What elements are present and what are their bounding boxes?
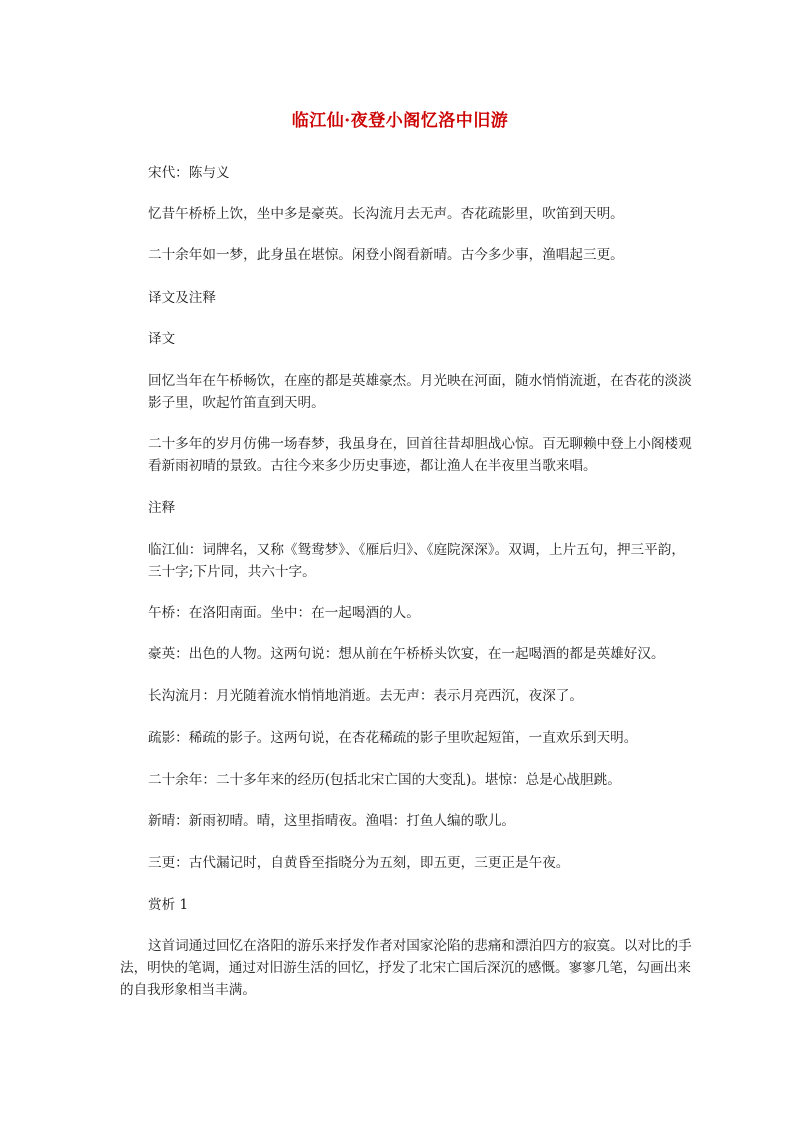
note-item: 豪英：出色的人物。这两句说：想从前在午桥桥头饮宴，在一起喝酒的都是英雄好汉。 bbox=[148, 646, 665, 662]
note-item: 长沟流月：月光随着流水悄悄地消逝。去无声：表示月亮西沉，夜深了。 bbox=[148, 688, 583, 704]
note-item: 新晴：新雨初晴。晴，这里指晴夜。渔唱：打鱼人编的歌儿。 bbox=[148, 813, 516, 829]
poem-stanza-1: 忆昔午桥桥上饮，坐中多是豪英。长沟流月去无声。杏花疏影里，吹笛到天明。 bbox=[148, 206, 624, 222]
note-item: 临江仙：词牌名，又称《鸳鸯梦》、《雁后归》、《庭院深深》。双调，上片五句，押三平韵，三十字;下片同，共六十字。 bbox=[148, 542, 685, 580]
appreciation-paragraph: 这首词通过回忆在洛阳的游乐来抒发作者对国家沦陷的悲痛和漂泊四方的寂寞。以对比的手法，明快的笔调，通过对旧游生活的回忆，抒发了北宋亡国后深沉的感慨。寥寥几笔，勾画出来的自我形象相当丰满。 bbox=[120, 938, 692, 998]
notes-heading: 注释 bbox=[148, 500, 176, 516]
note-item: 三更：古代漏记时，自黄昏至指晓分为五刻，即五更，三更正是午夜。 bbox=[148, 855, 570, 871]
dynasty-author: 宋代：陈与义 bbox=[148, 165, 230, 181]
note-item: 午桥：在洛阳南面。坐中：在一起喝酒的人。 bbox=[148, 605, 420, 621]
section-heading: 译文及注释 bbox=[148, 290, 216, 306]
translation-heading: 译文 bbox=[148, 331, 176, 347]
translation-paragraph-1: 回忆当年在午桥畅饮，在座的都是英雄豪杰。月光映在河面，随水悄悄流逝，在杏花的淡淡影子里，吹起竹笛直到天明。 bbox=[148, 373, 692, 411]
poem-stanza-2: 二十余年如一梦，此身虽在堪惊。闲登小阁看新晴。古今多少事，渔唱起三更。 bbox=[148, 247, 624, 263]
note-item: 疏影：稀疏的影子。这两句说，在杏花稀疏的影子里吹起短笛，一直欢乐到天明。 bbox=[148, 730, 638, 746]
poem-title: 临江仙·夜登小阁忆洛中旧游 bbox=[291, 111, 509, 131]
appreciation-heading: 赏析 1 bbox=[148, 897, 189, 913]
translation-paragraph-2: 二十多年的岁月仿佛一场春梦，我虽身在，回首往昔却胆战心惊。百无聊赖中登上小阁楼观看新雨初晴的景致。古往今来多少历史事迹，都让渔人在半夜里当歌来唱。 bbox=[148, 436, 692, 474]
note-item: 二十余年：二十多年来的经历(包括北宋亡国的大变乱)。堪惊：总是心战胆跳。 bbox=[148, 772, 621, 788]
